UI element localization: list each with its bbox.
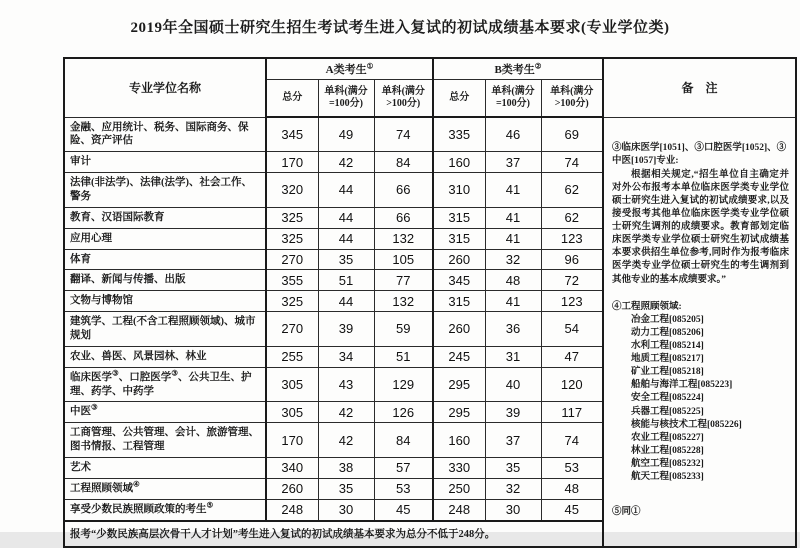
remark-engineering	[612, 301, 789, 485]
header-line: =100分)	[495, 98, 531, 109]
a-total-cell: 345	[266, 117, 318, 152]
b-total-cell: 330	[433, 457, 485, 478]
a-over100-cell: 105	[374, 249, 433, 270]
b-sub100-cell: 48	[485, 270, 541, 291]
table-header	[64, 58, 796, 117]
degree-name-cell: 临床医学③、口腔医学③、公共卫生、护理、药学、中药学	[64, 367, 266, 402]
degree-name-cell: 艺术	[64, 457, 266, 478]
b-sub100-cell: 46	[485, 117, 541, 152]
b-total-cell: 245	[433, 346, 485, 367]
a-over100-cell: 77	[374, 270, 433, 291]
footnote: 报考“少数民族高层次骨干人才计划”考生进入复试的初试成绩基本要求为总分不低于248分。	[64, 521, 603, 547]
a-total-cell: 355	[266, 270, 318, 291]
score-requirements-table	[63, 57, 797, 548]
header-group-a: A类考生①	[266, 58, 433, 80]
b-sub100-cell: 32	[485, 478, 541, 499]
remarks-cell	[603, 117, 796, 547]
b-total-cell: 248	[433, 499, 485, 520]
header-degree-name: 专业学位名称	[64, 58, 266, 117]
a-over100-cell: 84	[374, 423, 433, 458]
header-line: =100分)	[328, 98, 364, 109]
header-line: 单科(满分	[381, 85, 425, 97]
a-sub100-cell: 43	[318, 367, 374, 402]
b-sub100-cell: 41	[485, 207, 541, 228]
b-sub100-cell: 37	[485, 152, 541, 173]
degree-name-cell: 文物与博物馆	[64, 291, 266, 312]
degree-name-cell: 翻译、新闻与传播、出版	[64, 270, 266, 291]
degree-name-cell: 审计	[64, 152, 266, 173]
degree-name-cell: 体育	[64, 249, 266, 270]
b-over100-cell: 96	[541, 249, 603, 270]
b-total-cell: 335	[433, 117, 485, 152]
degree-name-cell: 中医③	[64, 402, 266, 423]
remark-clinical-body: 根据相关规定,“招生单位自主确定并对外公布报考本单位临床医学类专业学位硕士研究生进入复试的初试成绩要求,以及接受报考其他单位临床医学类专业学位硕士研究生调剂的成绩要求。教育部划定临床医学类专业学位硕士研究生初试成绩基本要求供招生单位参考,同时作为报考临床医学类专业学位硕士研究生的考生调剂到其他专业的基本成绩要求。”	[612, 169, 789, 285]
a-total-cell: 270	[266, 312, 318, 347]
b-total-cell: 295	[433, 367, 485, 402]
degree-name-cell: 工商管理、公共管理、会计、旅游管理、图书情报、工程管理	[64, 423, 266, 458]
a-sub100-cell: 44	[318, 207, 374, 228]
a-over100-cell: 84	[374, 152, 433, 173]
a-total-cell: 270	[266, 249, 318, 270]
b-sub100-cell: 37	[485, 423, 541, 458]
engineering-field: 动力工程[085206]	[631, 327, 704, 338]
header-group-b: B类考生②	[433, 58, 603, 80]
b-total-cell: 315	[433, 291, 485, 312]
a-total-cell: 320	[266, 173, 318, 208]
a-sub100-cell: 44	[318, 228, 374, 249]
b-total-cell: 315	[433, 207, 485, 228]
b-over100-cell: 123	[541, 228, 603, 249]
a-sub100-cell: 30	[318, 499, 374, 520]
header-a-total: 总分	[266, 80, 318, 118]
a-total-cell: 170	[266, 423, 318, 458]
degree-name-cell: 法律(非法学)、法律(法学)、社会工作、警务	[64, 173, 266, 208]
degree-name-cell: 工程照顾领域④	[64, 478, 266, 499]
degree-name-cell: 应用心理	[64, 228, 266, 249]
header-remarks: 备注	[603, 58, 796, 117]
a-sub100-cell: 42	[318, 423, 374, 458]
a-over100-cell: 74	[374, 117, 433, 152]
b-total-cell: 160	[433, 423, 485, 458]
a-over100-cell: 51	[374, 346, 433, 367]
b-total-cell: 295	[433, 402, 485, 423]
header-line: 单科(满分	[324, 85, 368, 97]
b-total-cell: 345	[433, 270, 485, 291]
b-over100-cell: 74	[541, 423, 603, 458]
b-sub100-cell: 41	[485, 291, 541, 312]
b-over100-cell: 47	[541, 346, 603, 367]
b-over100-cell: 120	[541, 367, 603, 402]
engineering-field: 矿业工程[085218]	[631, 367, 704, 378]
b-over100-cell: 54	[541, 312, 603, 347]
a-total-cell: 325	[266, 207, 318, 228]
remark-engineering-items	[612, 314, 789, 484]
b-sub100-cell: 41	[485, 228, 541, 249]
table-row	[64, 117, 796, 152]
a-over100-cell: 45	[374, 499, 433, 520]
b-sub100-cell: 32	[485, 249, 541, 270]
a-over100-cell: 126	[374, 402, 433, 423]
a-total-cell: 305	[266, 367, 318, 402]
a-sub100-cell: 49	[318, 117, 374, 152]
header-line: 单科(满分	[491, 85, 535, 97]
b-over100-cell: 48	[541, 478, 603, 499]
engineering-field: 航天工程[085233]	[631, 472, 704, 483]
a-over100-cell: 66	[374, 173, 433, 208]
degree-name-cell: 建筑学、工程(不含工程照顾领域)、城市规划	[64, 312, 266, 347]
a-total-cell: 248	[266, 499, 318, 520]
b-total-cell: 310	[433, 173, 485, 208]
b-over100-cell: 53	[541, 457, 603, 478]
a-total-cell: 305	[266, 402, 318, 423]
a-sub100-cell: 44	[318, 291, 374, 312]
a-total-cell: 325	[266, 228, 318, 249]
degree-name-cell: 教育、汉语国际教育	[64, 207, 266, 228]
a-over100-cell: 59	[374, 312, 433, 347]
b-sub100-cell: 35	[485, 457, 541, 478]
engineering-field: 水利工程[085214]	[631, 341, 704, 352]
b-over100-cell: 72	[541, 270, 603, 291]
b-over100-cell: 123	[541, 291, 603, 312]
a-sub100-cell: 35	[318, 249, 374, 270]
a-over100-cell: 53	[374, 478, 433, 499]
header-line: >100分)	[554, 98, 589, 109]
a-total-cell: 325	[266, 291, 318, 312]
header-b-over100	[541, 80, 603, 118]
b-over100-cell: 45	[541, 499, 603, 520]
header-b-sub100	[485, 80, 541, 118]
degree-name-cell: 享受少数民族照顾政策的考生⑤	[64, 499, 266, 520]
engineering-field: 冶金工程[085205]	[631, 314, 704, 325]
degree-name-cell: 农业、兽医、风景园林、林业	[64, 346, 266, 367]
a-sub100-cell: 44	[318, 173, 374, 208]
a-over100-cell: 57	[374, 457, 433, 478]
a-total-cell: 340	[266, 457, 318, 478]
remark-clinical-title: ③临床医学[1051]、③口腔医学[1052]、③中医[1057]专业:	[612, 142, 787, 166]
a-sub100-cell: 35	[318, 478, 374, 499]
remark-clinical	[612, 142, 789, 287]
b-total-cell: 160	[433, 152, 485, 173]
engineering-field: 核能与核技术工程[085226]	[631, 419, 742, 430]
b-total-cell: 315	[433, 228, 485, 249]
b-over100-cell: 117	[541, 402, 603, 423]
a-sub100-cell: 39	[318, 312, 374, 347]
a-total-cell: 170	[266, 152, 318, 173]
b-over100-cell: 69	[541, 117, 603, 152]
b-sub100-cell: 31	[485, 346, 541, 367]
engineering-field: 航空工程[085232]	[631, 459, 704, 470]
engineering-field: 林业工程[085228]	[631, 445, 704, 456]
engineering-field: 安全工程[085224]	[631, 393, 704, 404]
b-sub100-cell: 41	[485, 173, 541, 208]
b-sub100-cell: 30	[485, 499, 541, 520]
engineering-field: 农业工程[085227]	[631, 432, 704, 443]
b-sub100-cell: 40	[485, 367, 541, 402]
a-sub100-cell: 38	[318, 457, 374, 478]
b-sub100-cell: 39	[485, 402, 541, 423]
b-sub100-cell: 36	[485, 312, 541, 347]
header-a-over100	[374, 80, 433, 118]
b-over100-cell: 74	[541, 152, 603, 173]
a-sub100-cell: 42	[318, 152, 374, 173]
remark-same-note: ⑤同①	[612, 507, 641, 518]
header-b-total: 总分	[433, 80, 485, 118]
b-total-cell: 260	[433, 312, 485, 347]
header-line: >100分)	[386, 98, 421, 109]
degree-name-cell: 金融、应用统计、税务、国际商务、保险、资产评估	[64, 117, 266, 152]
engineering-field: 船舶与海洋工程[085223]	[631, 380, 733, 391]
b-total-cell: 250	[433, 478, 485, 499]
b-over100-cell: 62	[541, 173, 603, 208]
b-total-cell: 260	[433, 249, 485, 270]
a-total-cell: 260	[266, 478, 318, 499]
table-body	[64, 117, 796, 547]
a-sub100-cell: 42	[318, 402, 374, 423]
a-sub100-cell: 51	[318, 270, 374, 291]
a-over100-cell: 129	[374, 367, 433, 402]
a-over100-cell: 66	[374, 207, 433, 228]
engineering-field: 地质工程[085217]	[631, 354, 704, 365]
header-a-sub100	[318, 80, 374, 118]
remark-engineering-title: ④工程照顾领域:	[612, 301, 682, 312]
engineering-field: 兵器工程[085225]	[631, 406, 704, 417]
b-over100-cell: 62	[541, 207, 603, 228]
document-title: 2019年全国硕士研究生招生考试考生进入复试的初试成绩基本要求(专业学位类)	[130, 20, 670, 36]
a-total-cell: 255	[266, 346, 318, 367]
a-over100-cell: 132	[374, 228, 433, 249]
header-line: 单科(满分	[550, 85, 594, 97]
a-sub100-cell: 34	[318, 346, 374, 367]
a-over100-cell: 132	[374, 291, 433, 312]
